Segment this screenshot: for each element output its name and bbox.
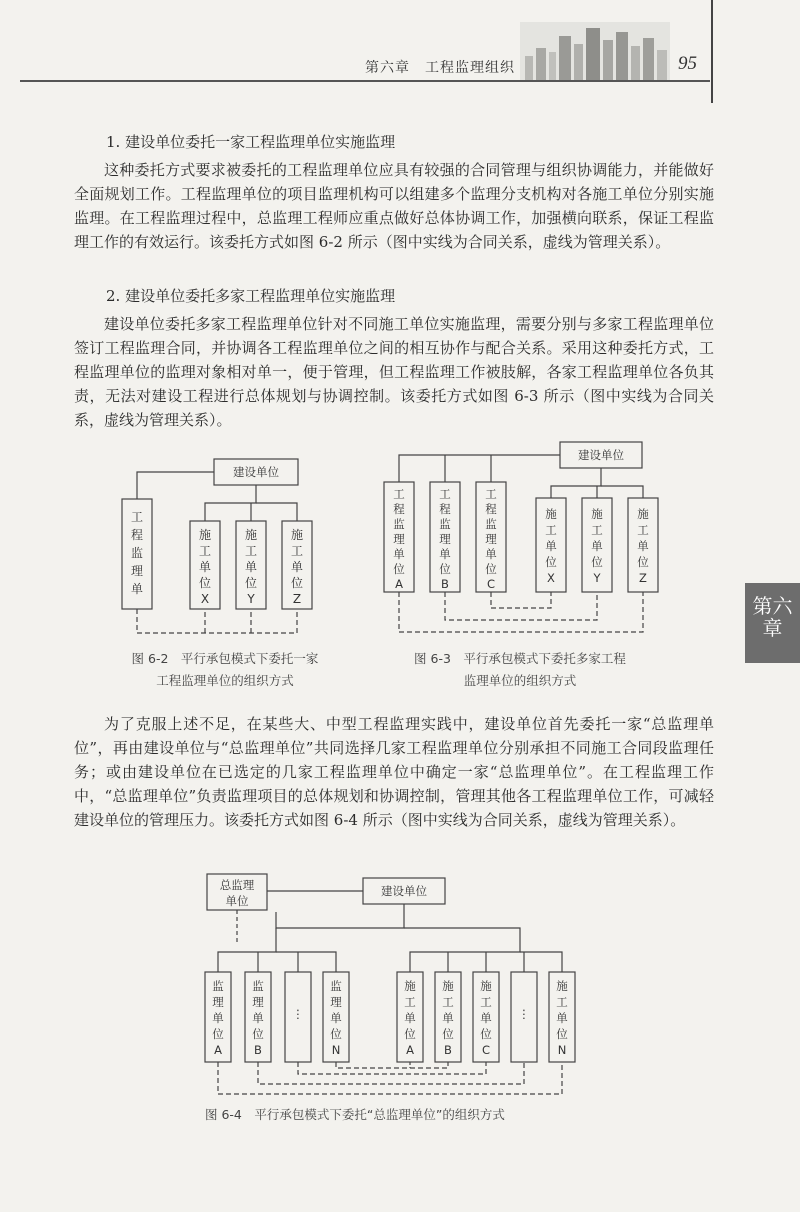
svg-text:监: 监 xyxy=(330,979,342,993)
svg-text:单: 单 xyxy=(480,1011,492,1025)
svg-text:Z: Z xyxy=(292,592,302,606)
svg-text:位: 位 xyxy=(212,1027,224,1041)
svg-text:施: 施 xyxy=(244,528,258,542)
svg-text:位: 位 xyxy=(330,1027,342,1041)
svg-text:施: 施 xyxy=(591,507,603,521)
svg-text:位: 位 xyxy=(485,562,497,576)
svg-text:位: 位 xyxy=(252,1027,264,1041)
svg-text:单: 单 xyxy=(556,1011,568,1025)
svg-text:工: 工 xyxy=(442,995,454,1009)
svg-text:单: 单 xyxy=(198,560,212,574)
section-1-heading: 1. 建设单位委托一家工程监理单位实施监理 xyxy=(106,133,396,151)
section-1 xyxy=(74,130,714,254)
svg-text:监: 监 xyxy=(212,979,224,993)
svg-text:监: 监 xyxy=(252,979,264,993)
figure-6-4-caption: 图 6-4 平行承包模式下委托“总监理单位”的组织方式 xyxy=(205,1107,505,1122)
svg-text:单: 单 xyxy=(290,560,304,574)
svg-text:工: 工 xyxy=(393,487,405,501)
fig64-client-label: 建设单位 xyxy=(381,884,427,898)
figure-6-2-diagram xyxy=(100,455,340,645)
svg-text:A: A xyxy=(395,577,403,591)
svg-text:位: 位 xyxy=(290,576,304,590)
svg-text:监: 监 xyxy=(439,517,451,531)
svg-text:工: 工 xyxy=(244,544,258,558)
svg-text:B: B xyxy=(254,1043,262,1057)
svg-text:监: 监 xyxy=(130,546,144,560)
svg-text:理: 理 xyxy=(252,995,264,1009)
svg-text:位: 位 xyxy=(480,1027,492,1041)
svg-text:B: B xyxy=(441,577,449,591)
svg-text:工: 工 xyxy=(591,523,603,537)
svg-text:理: 理 xyxy=(485,532,497,546)
svg-text:理: 理 xyxy=(330,995,342,1009)
figure-6-3-caption: 图 6-3 平行承包模式下委托多家工程 监理单位的组织方式 xyxy=(414,651,626,688)
margin-rule xyxy=(711,0,713,103)
chapter-side-tab: 第六章 xyxy=(745,583,800,663)
svg-text:位: 位 xyxy=(545,555,557,569)
svg-text:单: 单 xyxy=(485,547,497,561)
svg-text:工: 工 xyxy=(485,487,497,501)
svg-text:A: A xyxy=(406,1043,414,1057)
svg-text:工: 工 xyxy=(637,523,649,537)
svg-text:单: 单 xyxy=(212,1011,224,1025)
svg-text:工: 工 xyxy=(439,487,451,501)
page-number: 95 xyxy=(678,53,697,74)
svg-text:程: 程 xyxy=(485,502,497,516)
svg-text:工: 工 xyxy=(290,544,304,558)
svg-text:N: N xyxy=(557,1043,567,1057)
svg-text:单: 单 xyxy=(545,539,557,553)
svg-text:工: 工 xyxy=(130,510,144,524)
section-2-body: 建设单位委托多家工程监理单位针对不同施工单位实施监理，需要分别与多家工程监理单位签订工程监理合同，并协调各工程监理单位之间的相互协作与配合关系。采用这种委托方式，工程监理单位的监理对象相对单一，便于管理，但工程监理工作被肢解，各家工程监理单位各负其责，无法对建设工程进行总体规划与协调控制。该委托方式如图 6-3 所示（图中实线为合同关系，虚线为管理关系）。 xyxy=(74,315,714,429)
svg-text:单: 单 xyxy=(442,1011,454,1025)
figure-6-4-diagram xyxy=(195,868,595,1100)
svg-text:程: 程 xyxy=(439,502,451,516)
svg-text:位: 位 xyxy=(637,555,649,569)
fig63-client-label: 建设单位 xyxy=(578,448,624,462)
building-skyline-decoration xyxy=(520,22,670,80)
svg-text:监: 监 xyxy=(485,517,497,531)
svg-text:B: B xyxy=(444,1043,452,1057)
svg-text:单: 单 xyxy=(637,539,649,553)
svg-text:工: 工 xyxy=(545,523,557,537)
svg-text:单: 单 xyxy=(404,1011,416,1025)
svg-text:工: 工 xyxy=(404,995,416,1009)
svg-text:单: 单 xyxy=(130,582,144,596)
svg-text:施: 施 xyxy=(404,979,416,993)
svg-text:X: X xyxy=(547,571,555,585)
svg-text:施: 施 xyxy=(480,979,492,993)
svg-text:工: 工 xyxy=(198,544,212,558)
svg-text:施: 施 xyxy=(556,979,568,993)
figure-6-3-diagram xyxy=(370,438,670,648)
section-2 xyxy=(74,284,714,432)
svg-text:理: 理 xyxy=(212,995,224,1009)
svg-text:理: 理 xyxy=(130,564,144,578)
running-header-chapter: 第六章 工程监理组织 xyxy=(365,60,515,76)
svg-text:Y: Y xyxy=(247,592,255,606)
section-1-body: 这种委托方式要求被委托的工程监理单位应具有较强的合同管理与组织协调能力，并能做好全面规划工作。工程监理单位的项目监理机构可以组建多个监理分支机构对各施工单位分别实施监理。在工程监理过程中，总监理工程师应重点做好总体协调工作，加强横向联系，保证工程监理工作的有效运行。该委托方式如图 6-2 所示（图中实线为合同关系，虚线为管理关系）。 xyxy=(74,161,714,251)
svg-text:单: 单 xyxy=(252,1011,264,1025)
svg-text:C: C xyxy=(486,577,496,591)
svg-text:位: 位 xyxy=(556,1027,568,1041)
svg-text:C: C xyxy=(481,1043,491,1057)
svg-text:X: X xyxy=(200,592,210,606)
svg-text:位: 位 xyxy=(404,1027,416,1041)
svg-text:工: 工 xyxy=(480,995,492,1009)
svg-text:单: 单 xyxy=(330,1011,342,1025)
svg-text:⋮: ⋮ xyxy=(518,1007,530,1021)
svg-text:程: 程 xyxy=(393,502,405,516)
svg-text:A: A xyxy=(214,1043,222,1057)
svg-text:单: 单 xyxy=(591,539,603,553)
svg-text:施: 施 xyxy=(545,507,557,521)
section-3-body: 为了克服上述不足，在某些大、中型工程监理实践中，建设单位首先委托一家“总监理单位”，再由建设单位与“总监理单位”共同选择几家工程监理单位分别承担不同施工合同段监理任务；或由建设单位在已选定的几家工程监理单位中确定一家“总监理单位”。在工程监理工作中，“总监理单位”负责监理项目的总体规划和协调控制，管理其他各工程监理单位工作，可减轻建设单位的管理压力。该委托方式如图 6-4 所示（图中实线为合同关系，虚线为管理关系）。 xyxy=(74,715,714,829)
svg-text:Z: Z xyxy=(639,571,647,585)
svg-text:理: 理 xyxy=(439,532,451,546)
svg-text:程: 程 xyxy=(130,528,144,542)
svg-text:单: 单 xyxy=(439,547,451,561)
svg-text:⋮: ⋮ xyxy=(292,1007,304,1021)
svg-text:单位: 单位 xyxy=(225,894,249,908)
section-3 xyxy=(74,712,714,832)
svg-text:工: 工 xyxy=(556,995,568,1009)
svg-text:位: 位 xyxy=(393,562,405,576)
svg-text:Y: Y xyxy=(593,571,601,585)
svg-text:单: 单 xyxy=(393,547,405,561)
svg-text:位: 位 xyxy=(591,555,603,569)
svg-text:施: 施 xyxy=(442,979,454,993)
svg-text:单: 单 xyxy=(244,560,258,574)
fig62-client-label: 建设单位 xyxy=(233,465,279,479)
section-2-heading: 2. 建设单位委托多家工程监理单位实施监理 xyxy=(106,287,396,305)
svg-text:总监理: 总监理 xyxy=(219,878,255,892)
header-rule xyxy=(20,80,710,82)
svg-text:理: 理 xyxy=(393,532,405,546)
svg-text:位: 位 xyxy=(198,576,212,590)
svg-text:位: 位 xyxy=(439,562,451,576)
svg-text:位: 位 xyxy=(244,576,258,590)
svg-text:位: 位 xyxy=(442,1027,454,1041)
svg-text:监: 监 xyxy=(393,517,405,531)
svg-text:施: 施 xyxy=(198,528,212,542)
svg-text:N: N xyxy=(331,1043,341,1057)
svg-text:施: 施 xyxy=(637,507,649,521)
figure-6-2-caption: 图 6-2 平行承包模式下委托一家 工程监理单位的组织方式 xyxy=(131,651,319,688)
svg-text:施: 施 xyxy=(290,528,304,542)
